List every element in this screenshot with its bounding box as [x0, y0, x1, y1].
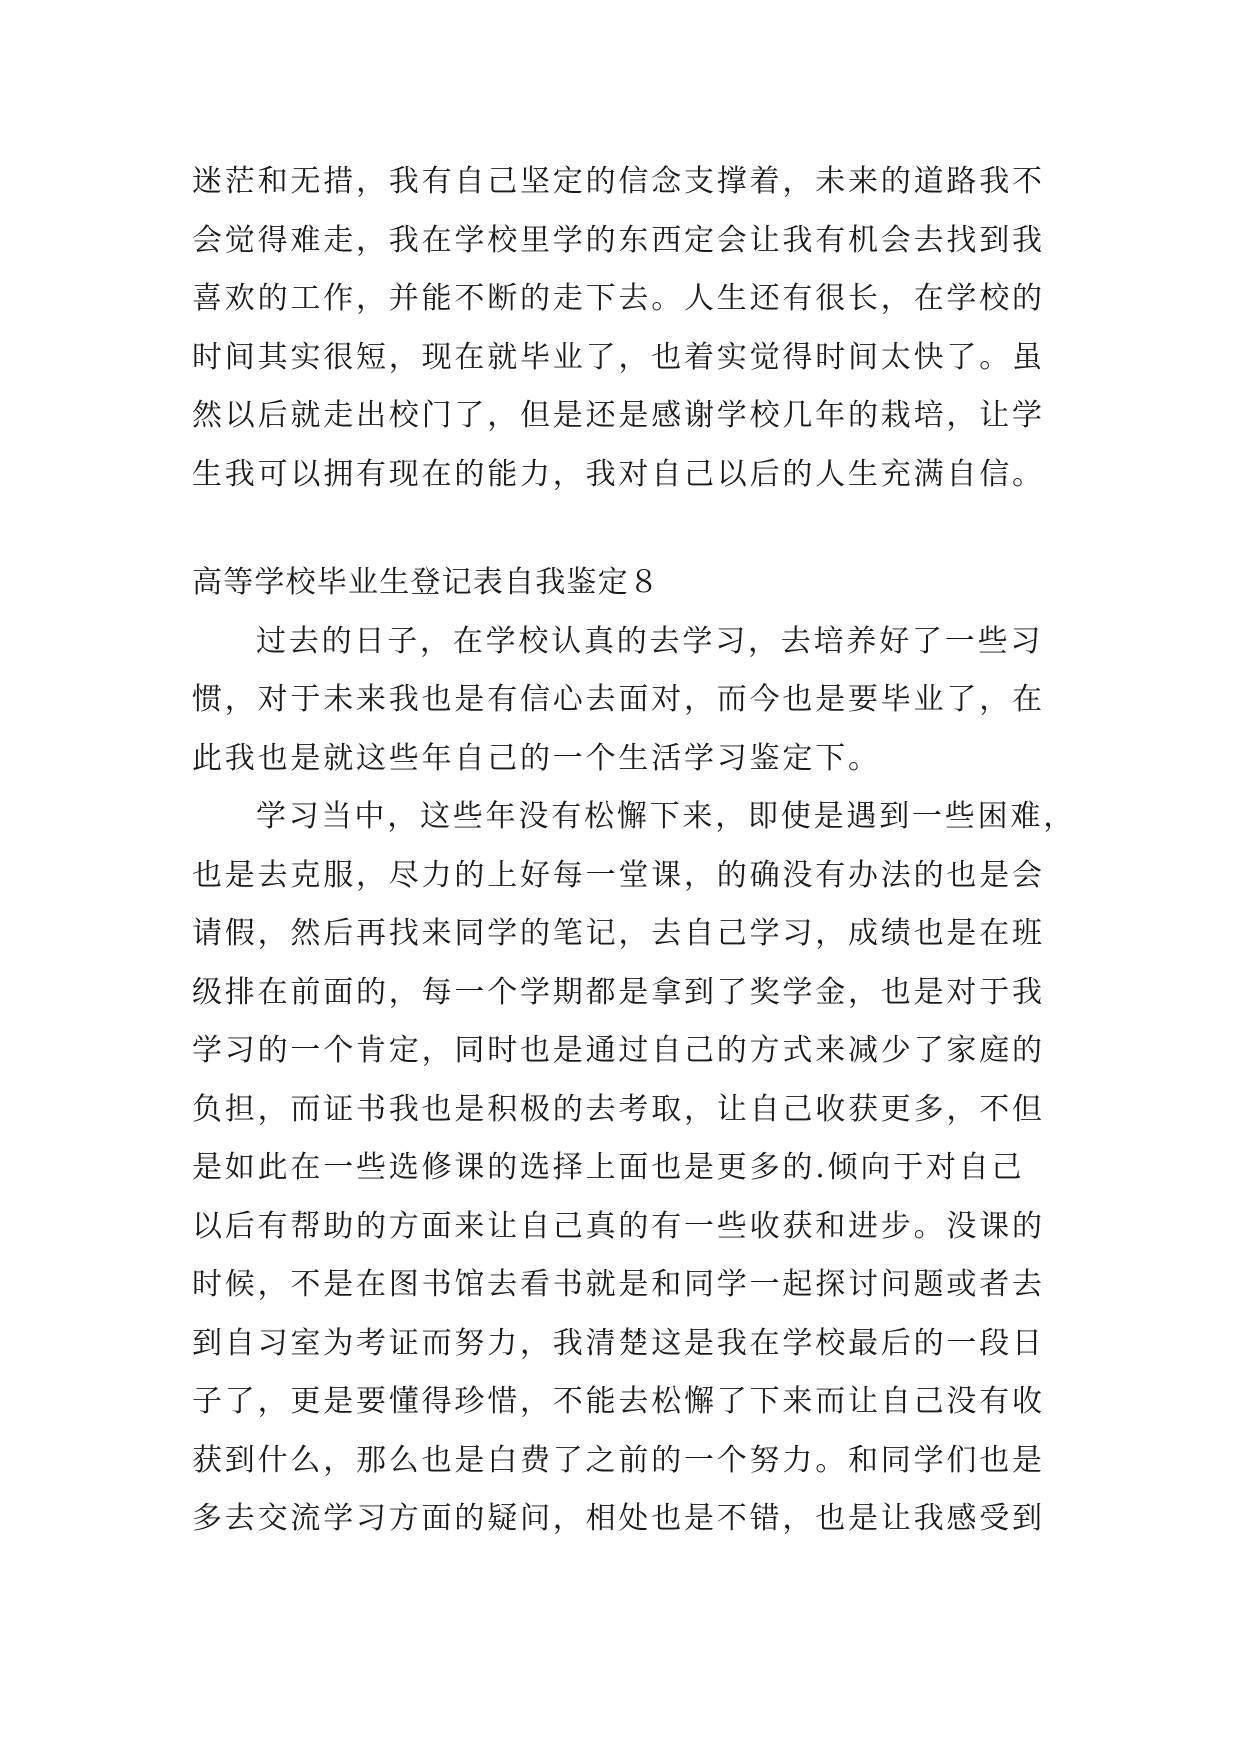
text-line: 惯，对于未来我也是有信心去面对，而今也是要毕业了，在	[192, 682, 1045, 717]
text-line: 也是去克服，尽力的上好每一堂课，的确没有办法的也是会	[192, 857, 1045, 893]
text-line: 学习的一个肯定，同时也是通过自己的方式来减少了家庭的	[192, 1033, 1045, 1068]
text-line: 到自习室为考证而努力，我清楚这是我在学校最后的一段日	[192, 1325, 1045, 1361]
paragraph-1	[192, 613, 1062, 789]
section-spacer	[192, 504, 1062, 554]
document-body	[192, 153, 1076, 1549]
text-line: 生我可以拥有现在的能力，我对自己以后的人生充满自信。	[192, 456, 1045, 492]
text-line: 迷茫和无措，我有自己坚定的信念支撑着，未来的道路我不	[192, 164, 1045, 199]
section-title: 高等学校毕业生登记表自我鉴定８	[192, 565, 660, 600]
text-line: 子了，更是要懂得珍惜，不能去松懈了下来而让自己没有收	[192, 1384, 1045, 1419]
text-line: 喜欢的工作，并能不断的走下去。人生还有很长，在学校的	[192, 281, 1045, 316]
text-line: 时间其实很短，现在就毕业了，也着实觉得时间太快了。虽	[192, 339, 1045, 375]
text-line: 会觉得难走，我在学校里学的东西定会让我有机会去找到我	[192, 222, 1045, 258]
text-line: 以后有帮助的方面来让自己真的有一些收获和进步。没课的	[192, 1208, 1045, 1244]
text-line: 学习当中，这些年没有松懈下来，即使是遇到一些困难，	[256, 799, 1076, 834]
text-line: 多去交流学习方面的疑问，相处也是不错，也是让我感受到	[192, 1501, 1045, 1536]
text-line: 过去的日子，在学校认真的去学习，去培养好了一些习	[256, 623, 1044, 659]
text-line: 然以后就走出校门了，但是还是感谢学校几年的栽培，让学	[192, 398, 1045, 433]
intro-paragraph	[192, 153, 1062, 504]
text-line: 此我也是就这些年自己的一个生活学习鉴定下。	[192, 740, 881, 776]
text-line: 是如此在一些选修课的选择上面也是更多的.倾向于对自己	[192, 1150, 1025, 1185]
text-line: 获到什么，那么也是白费了之前的一个努力。和同学们也是	[192, 1442, 1045, 1478]
text-line: 负担，而证书我也是积极的去考取，让自己收获更多，不但	[192, 1091, 1045, 1127]
paragraph-2	[192, 788, 1076, 1549]
text-line: 时候，不是在图书馆去看书就是和同学一起探讨问题或者去	[192, 1267, 1045, 1302]
text-line: 级排在前面的，每一个学期都是拿到了奖学金，也是对于我	[192, 974, 1045, 1010]
text-line: 请假，然后再找来同学的笔记，去自己学习，成绩也是在班	[192, 916, 1045, 951]
